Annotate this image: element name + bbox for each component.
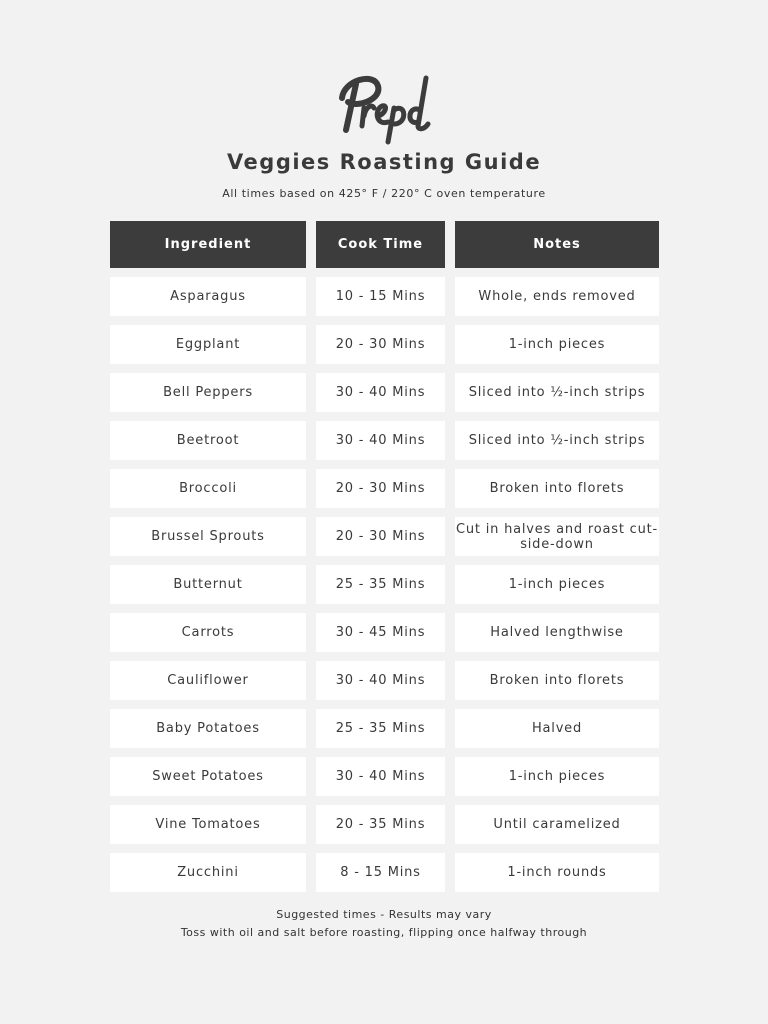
roasting-table — [110, 221, 659, 901]
notes-cell: 1-inch pieces — [455, 757, 659, 796]
notes-cell: 1-inch pieces — [455, 565, 659, 604]
page-subtitle: All times based on 425° F / 220° C oven temperature — [222, 187, 546, 200]
table-row — [110, 565, 659, 604]
cook-time-cell: 30 - 45 Mins — [316, 613, 445, 652]
ingredient-cell: Cauliflower — [110, 661, 306, 700]
ingredient-cell: Baby Potatoes — [110, 709, 306, 748]
notes-cell: Until caramelized — [455, 805, 659, 844]
cook-time-cell: 25 - 35 Mins — [316, 565, 445, 604]
header-ingredient: Ingredient — [110, 221, 306, 268]
ingredient-cell: Carrots — [110, 613, 306, 652]
header-notes: Notes — [455, 221, 659, 268]
cook-time-cell: 30 - 40 Mins — [316, 757, 445, 796]
cook-time-cell: 20 - 30 Mins — [316, 469, 445, 508]
table-row — [110, 853, 659, 892]
table-row — [110, 661, 659, 700]
notes-cell: Cut in halves and roast cut-side-down — [455, 517, 659, 556]
ingredient-cell: Sweet Potatoes — [110, 757, 306, 796]
table-row — [110, 469, 659, 508]
table-row — [110, 325, 659, 364]
notes-cell: Broken into florets — [455, 661, 659, 700]
ingredient-cell: Vine Tomatoes — [110, 805, 306, 844]
header-cook-time: Cook Time — [316, 221, 445, 268]
cook-time-cell: 20 - 30 Mins — [316, 325, 445, 364]
notes-cell: Whole, ends removed — [455, 277, 659, 316]
ingredient-cell: Bell Peppers — [110, 373, 306, 412]
notes-cell: Broken into florets — [455, 469, 659, 508]
ingredient-cell: Zucchini — [110, 853, 306, 892]
table-row — [110, 805, 659, 844]
table-row — [110, 709, 659, 748]
prepd-logo-icon — [334, 68, 434, 148]
cook-time-cell: 20 - 35 Mins — [316, 805, 445, 844]
footer-tip: Toss with oil and salt before roasting, flipping once halfway through — [180, 926, 588, 939]
ingredient-cell: Eggplant — [110, 325, 306, 364]
cook-time-cell: 8 - 15 Mins — [316, 853, 445, 892]
notes-cell: Halved — [455, 709, 659, 748]
table-row — [110, 373, 659, 412]
cook-time-cell: 25 - 35 Mins — [316, 709, 445, 748]
prepd-logo — [0, 68, 768, 152]
notes-cell: 1-inch rounds — [455, 853, 659, 892]
notes-cell: 1-inch pieces — [455, 325, 659, 364]
table-row — [110, 517, 659, 556]
table-row — [110, 613, 659, 652]
notes-cell: Sliced into ½-inch strips — [455, 421, 659, 460]
ingredient-cell: Butternut — [110, 565, 306, 604]
cook-time-cell: 30 - 40 Mins — [316, 661, 445, 700]
cook-time-cell: 20 - 30 Mins — [316, 517, 445, 556]
page-title: Veggies Roasting Guide — [226, 150, 542, 174]
table-row — [110, 757, 659, 796]
table-row — [110, 277, 659, 316]
table-header-row — [110, 221, 659, 268]
cook-time-cell: 30 - 40 Mins — [316, 421, 445, 460]
cook-time-cell: 10 - 15 Mins — [316, 277, 445, 316]
table-row — [110, 421, 659, 460]
notes-cell: Sliced into ½-inch strips — [455, 373, 659, 412]
notes-cell: Halved lengthwise — [455, 613, 659, 652]
cook-time-cell: 30 - 40 Mins — [316, 373, 445, 412]
footer-disclaimer: Suggested times - Results may vary — [276, 908, 492, 921]
ingredient-cell: Broccoli — [110, 469, 306, 508]
ingredient-cell: Asparagus — [110, 277, 306, 316]
ingredient-cell: Brussel Sprouts — [110, 517, 306, 556]
ingredient-cell: Beetroot — [110, 421, 306, 460]
